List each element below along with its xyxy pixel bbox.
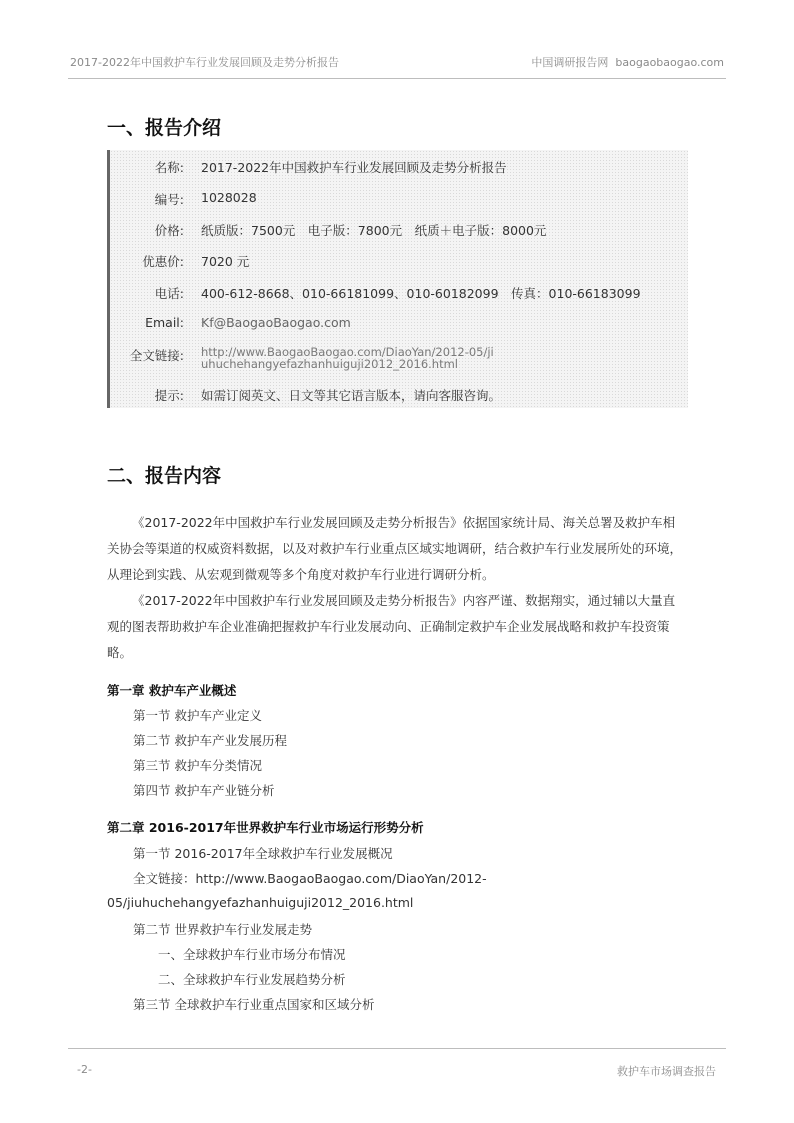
- toc-item: 第二节 世界救护车行业发展走势: [133, 922, 312, 937]
- chapter-2-title: 第二章 2016-2017年世界救护车行业市场运行形势分析: [107, 820, 424, 835]
- toc-item: 第一节 2016-2017年全球救护车行业发展概况: [133, 846, 393, 861]
- toc-subitem: 一、全球救护车行业市场分布情况: [158, 947, 346, 962]
- info-label: 优惠价:: [142, 254, 184, 269]
- toc-item: 第四节 救护车产业链分析: [133, 783, 275, 798]
- toc-item: 第三节 救护车分类情况: [133, 758, 262, 773]
- info-value: 如需订阅英文、日文等其它语言版本，请向客服咨询。: [201, 388, 502, 403]
- info-label: Email:: [145, 315, 184, 330]
- email-link[interactable]: Kf@BaogaoBaogao.com: [201, 315, 351, 330]
- full-text-link-line-2[interactable]: 05/jiuhuchehangyefazhanhuiguji2012_2016.html: [107, 895, 414, 910]
- info-value: 2017-2022年中国救护车行业发展回顾及走势分析报告: [201, 160, 507, 175]
- toc-item: 第二节 救护车产业发展历程: [133, 733, 287, 748]
- toc-item: 第三节 全球救护车行业重点国家和区域分析: [133, 997, 375, 1012]
- footer-divider: [68, 1048, 726, 1049]
- page-number: -2-: [77, 1063, 92, 1076]
- info-value: 400-612-8668、010-66181099、010-60182099 传真：010-66183099: [201, 286, 641, 301]
- intro-paragraph-2: 《2017-2022年中国救护车行业发展回顾及走势分析报告》内容严谨、数据翔实，通过辅以大量直观的图表帮助救护车企业准确把握救护车行业发展动向、正确制定救护车企业发展战略和救护车投资策略。: [107, 593, 676, 660]
- header-title: 2017-2022年中国救护车行业发展回顾及走势分析报告: [70, 56, 339, 69]
- info-label: 编号:: [154, 192, 184, 207]
- report-info-box: [107, 150, 688, 408]
- intro-paragraph-1: 《2017-2022年中国救护车行业发展回顾及走势分析报告》依据国家统计局、海关总署及救护车相关协会等渠道的权威资料数据，以及对救护车行业重点区域实地调研，结合救护车行业发展所处的环境，从理论到实践、从宏观到微观等多个角度对救护车行业进行调研分析。: [107, 515, 683, 582]
- info-value: 纸质版：7500元 电子版：7800元 纸质＋电子版：8000元: [201, 223, 547, 238]
- info-label: 名称:: [154, 160, 184, 175]
- info-label: 提示:: [154, 388, 184, 403]
- info-label: 电话:: [154, 286, 184, 301]
- header-domain: baogaobaogao.com: [615, 56, 724, 69]
- info-label: 全文链接:: [129, 348, 184, 363]
- toc-item: 第一节 救护车产业定义: [133, 708, 262, 723]
- info-label: 价格:: [154, 223, 184, 238]
- info-value: 7020 元: [201, 254, 250, 269]
- full-text-link-line-1[interactable]: 全文链接：http://www.BaogaoBaogao.com/DiaoYan/2012-: [133, 871, 487, 886]
- footer-label: 救护车市场调查报告: [617, 1065, 716, 1078]
- full-text-link[interactable]: http://www.BaogaoBaogao.com/DiaoYan/2012-05/jiuhuchehangyefazhanhuiguji2012_2016.html: [201, 345, 494, 371]
- chapter-1-title: 第一章 救护车产业概述: [107, 683, 237, 698]
- header-site: [531, 54, 724, 70]
- section1-heading: 一、报告介绍: [107, 117, 222, 139]
- header-site-name: 中国调研报告网: [531, 56, 609, 69]
- header-divider: [68, 78, 726, 79]
- info-value: 1028028: [201, 190, 257, 205]
- section2-heading: 二、报告内容: [107, 465, 222, 487]
- toc-subitem: 二、全球救护车行业发展趋势分析: [158, 972, 346, 987]
